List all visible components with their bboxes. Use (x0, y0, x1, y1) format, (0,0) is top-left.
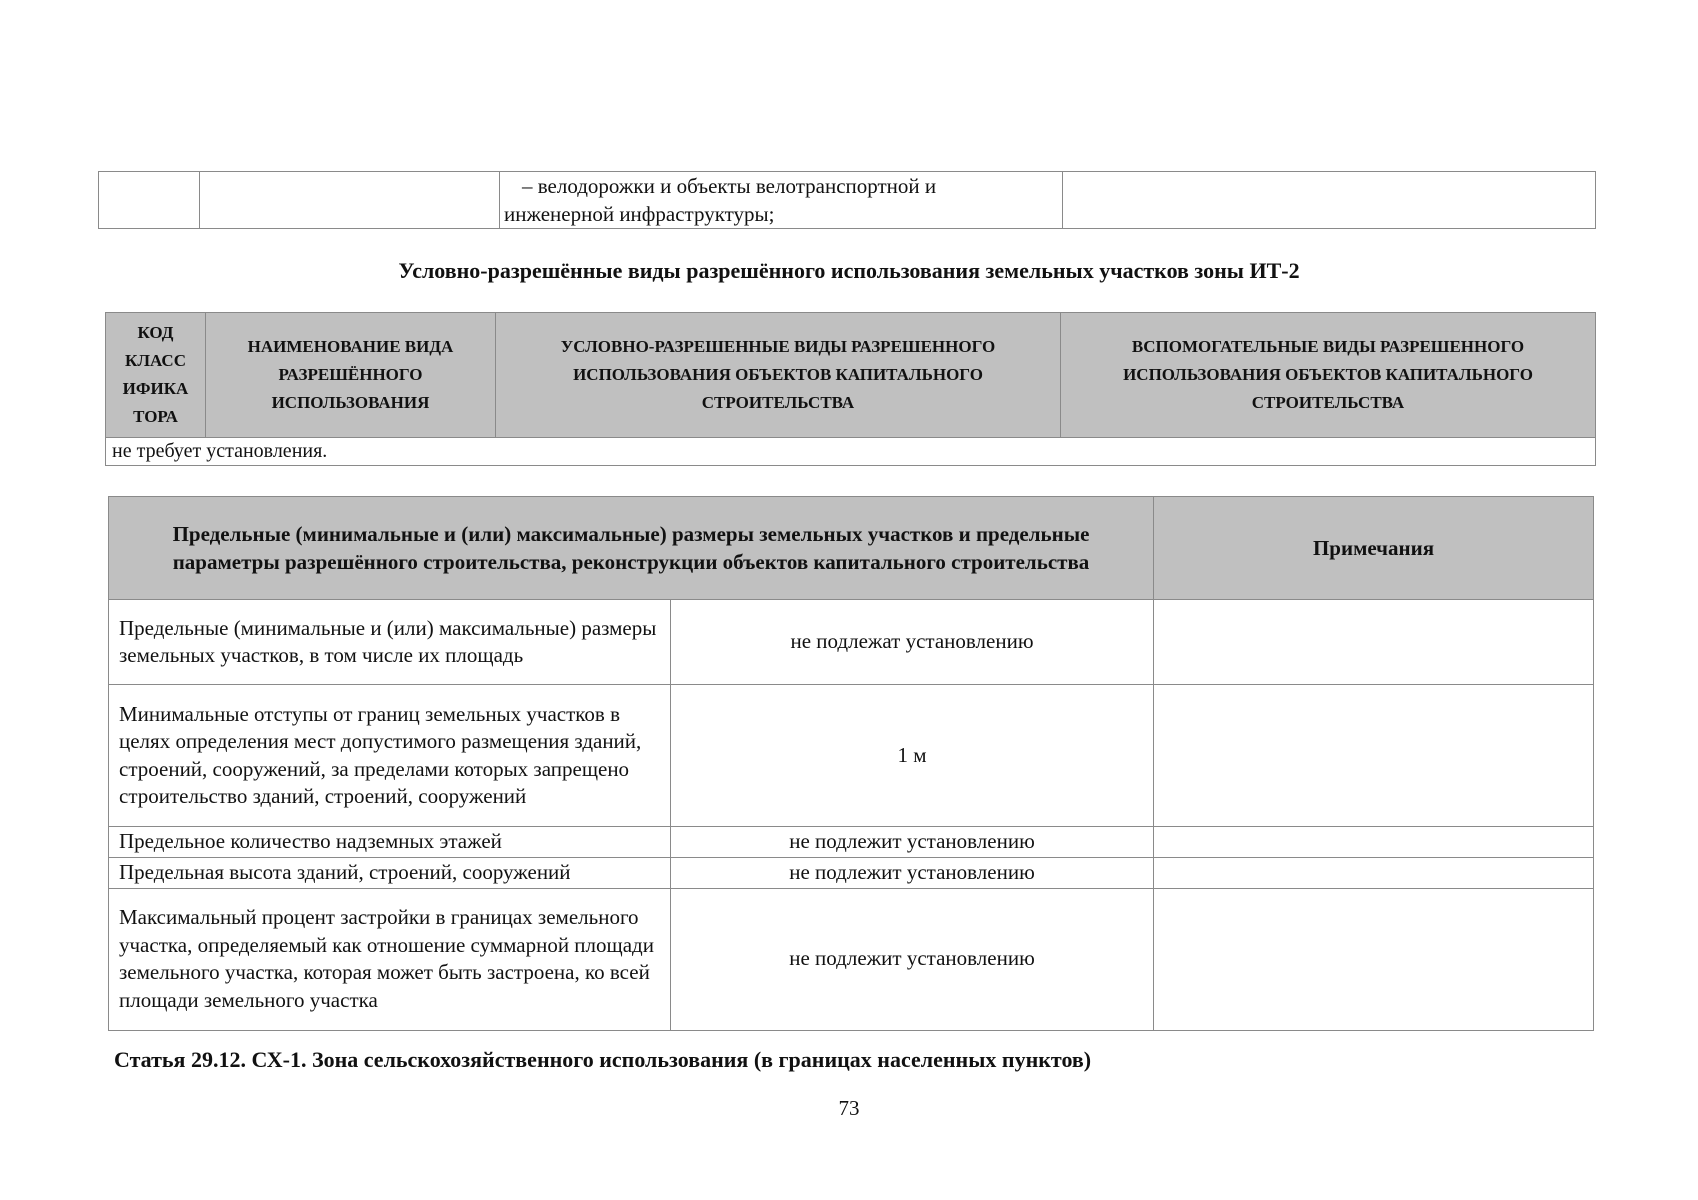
table-row (109, 600, 1594, 685)
header-auxiliary: ВСПОМОГАТЕЛЬНЫЕ ВИДЫ РАЗРЕШЕННОГО ИСПОЛЬЗОВАНИЯ ОБЪЕКТОВ КАПИТАЛЬНОГО СТРОИТЕЛЬСТВА (1061, 313, 1596, 438)
table-row (106, 438, 1596, 466)
table-row (109, 888, 1594, 1030)
param-value: не подлежат установлению (671, 600, 1154, 685)
table-cell (500, 172, 1063, 229)
param-label: Предельное количество надземных этажей (109, 827, 671, 858)
param-value: не подлежит установлению (671, 888, 1154, 1030)
table-cell (200, 172, 500, 229)
table-row (109, 827, 1594, 858)
param-label: Минимальные отступы от границ земельных участков в целях определения мест допустимого размещения зданий, строений, сооружений, за пределами которых запрещено строительство зданий, строений, сооружений (109, 685, 671, 827)
page-number: 73 (838, 1096, 860, 1120)
param-note (1154, 685, 1594, 827)
table-cell (99, 172, 200, 229)
param-value: не подлежит установлению (671, 858, 1154, 889)
param-value: 1 м (671, 685, 1154, 827)
table-header-row (109, 497, 1594, 600)
param-note (1154, 827, 1594, 858)
header-conditional: УСЛОВНО-РАЗРЕШЕННЫЕ ВИДЫ РАЗРЕШЕННОГО ИСПОЛЬЗОВАНИЯ ОБЪЕКТОВ КАПИТАЛЬНОГО СТРОИТЕЛЬСТВА (496, 313, 1061, 438)
table-cell (1063, 172, 1596, 229)
table-row (109, 858, 1594, 889)
list-item-continuation: инженерной инфраструктуры; (504, 202, 775, 226)
section-title: Условно-разрешённые виды разрешённого использования земельных участков зоны ИТ-2 (398, 258, 1300, 283)
continuation-table (98, 171, 1596, 229)
param-note (1154, 600, 1594, 685)
param-label: Предельные (минимальные и (или) максимальные) размеры земельных участков, в том числе их площадь (109, 600, 671, 685)
param-label: Предельная высота зданий, строений, сооружений (109, 858, 671, 889)
param-value: не подлежит установлению (671, 827, 1154, 858)
header-params: Предельные (минимальные и (или) максимальные) размеры земельных участков и предельные параметры разрешённого строительства, реконструкции объектов капитального строительства (109, 497, 1154, 600)
param-label: Максимальный процент застройки в границах земельного участка, определяемый как отношение суммарной площади земельного участка, которая может быть застроена, ко всей площади земельного участка (109, 888, 671, 1030)
list-item: – велодорожки и объекты велотранспортной и (522, 174, 937, 198)
param-note (1154, 858, 1594, 889)
table-row (99, 172, 1596, 229)
table-cell: не требует установления. (106, 438, 1596, 466)
params-table (108, 496, 1594, 1031)
article-heading: Статья 29.12. СХ-1. Зона сельскохозяйственного использования (в границах населенных пунктов) (114, 1047, 1092, 1072)
uses-table (105, 312, 1596, 466)
param-note (1154, 888, 1594, 1030)
header-code: КОД КЛАСС ИФИКА ТОРА (106, 313, 206, 438)
table-row (109, 685, 1594, 827)
header-name: НАИМЕНОВАНИЕ ВИДА РАЗРЕШЁННОГО ИСПОЛЬЗОВАНИЯ (206, 313, 496, 438)
table-header-row (106, 313, 1596, 438)
header-notes: Примечания (1154, 497, 1594, 600)
